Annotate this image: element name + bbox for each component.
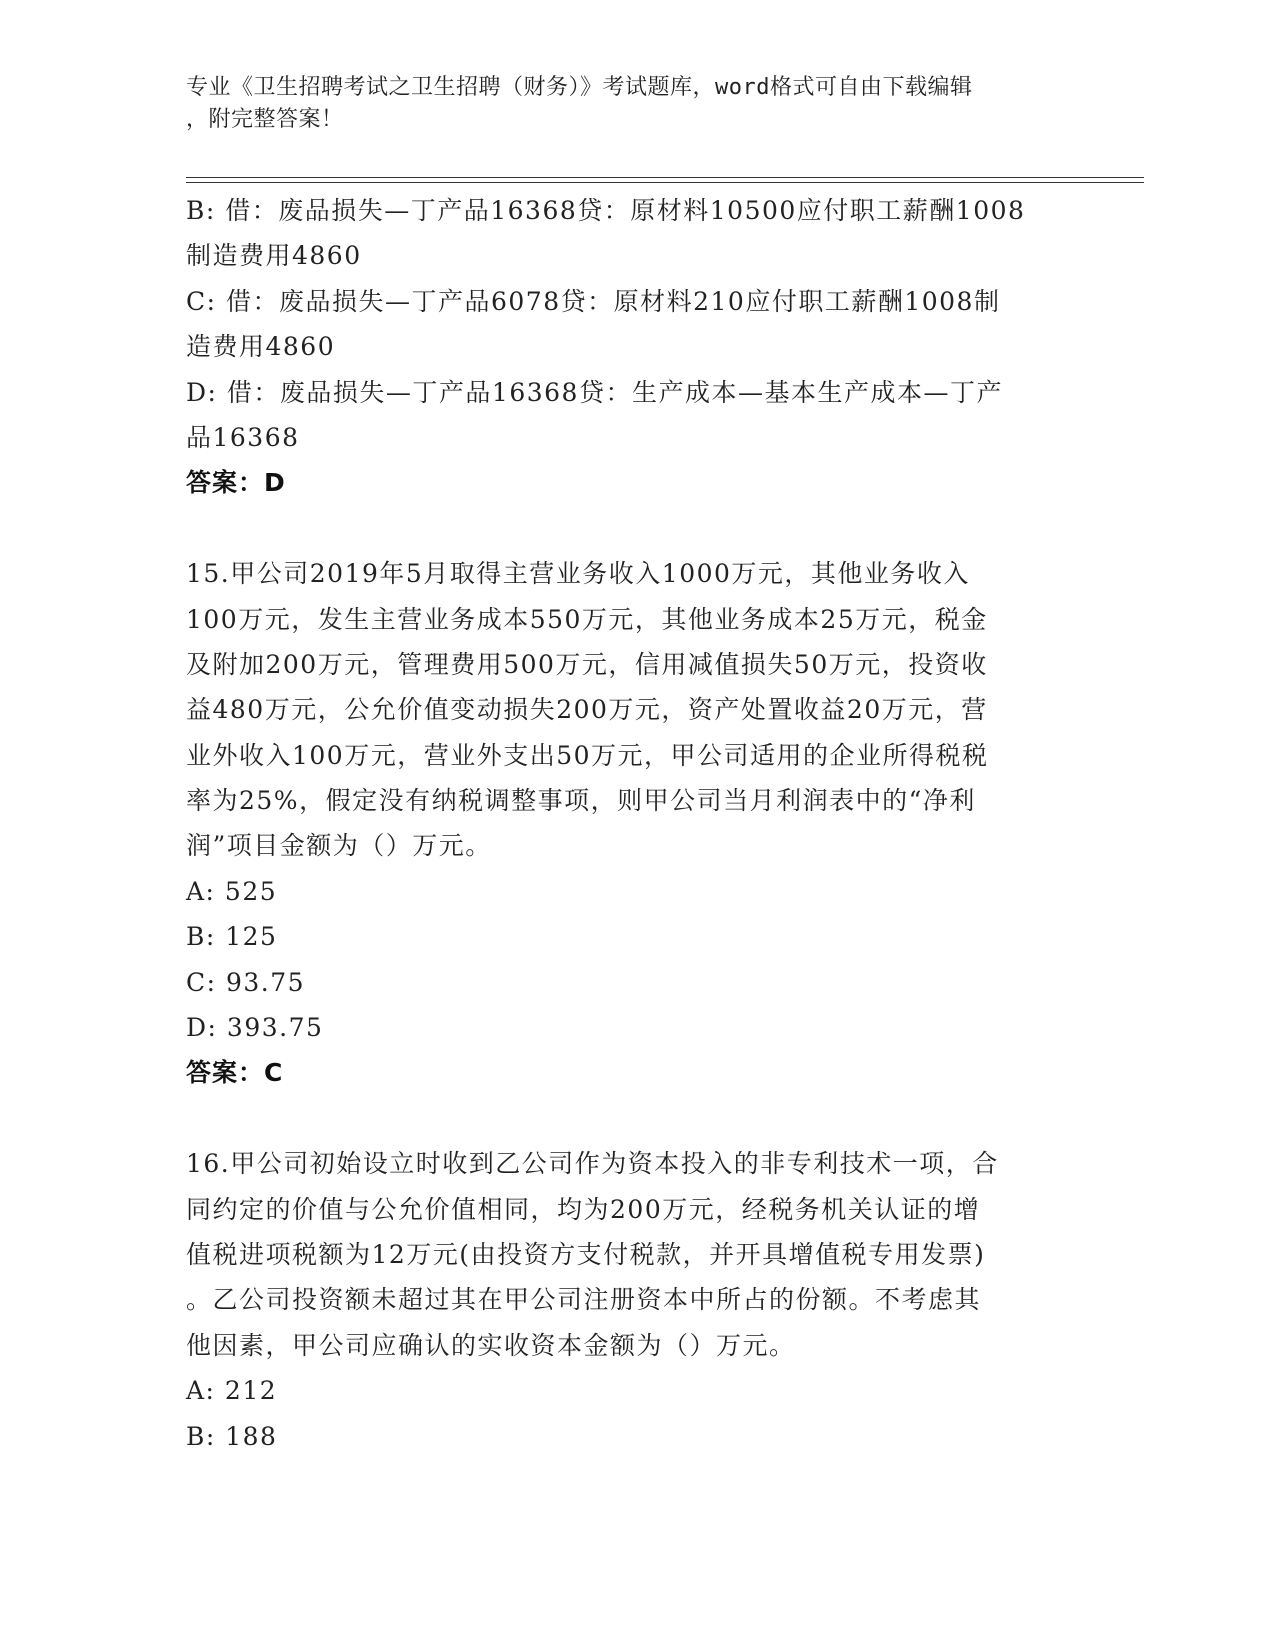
- q15-stem-line: 业外收入100万元，营业外支出50万元，甲公司适用的企业所得税税: [186, 740, 989, 770]
- question-14: [186, 188, 1066, 506]
- q16-option-b: B: 188: [186, 1421, 278, 1451]
- document-header: [186, 72, 1066, 136]
- q16-stem-line: 同约定的价值与公允价值相同，均为200万元，经税务机关认证的增: [186, 1194, 981, 1224]
- q15-stem-line: 100万元，发生主营业务成本550万元，其他业务成本25万元，税金: [186, 604, 988, 634]
- q14-option-d-line-2: 品16368: [186, 422, 300, 452]
- header-divider-bottom: [186, 182, 1144, 183]
- q15-option-b: B: 125: [186, 922, 278, 952]
- q15-stem-line: 率为25%，假定没有纳税调整事项，则甲公司当月利润表中的“净利: [186, 786, 976, 816]
- q16-option-a: A: 212: [186, 1376, 278, 1406]
- q15-stem-line: 及附加200万元，管理费用500万元，信用减值损失50万元，投资收: [186, 649, 988, 679]
- q15-stem-line: 益480万元，公允价值变动损失200万元，资产处置收益20万元，营: [186, 695, 988, 725]
- question-15: [186, 551, 1066, 1096]
- header-line-2: ，附完整答案！: [186, 107, 344, 132]
- q15-stem-line: 15.甲公司2019年5月取得主营业务收入1000万元，其他业务收入: [186, 559, 970, 589]
- document-body: [186, 188, 1066, 1459]
- header-divider-top: [186, 177, 1144, 178]
- q14-option-d-line-1: D: 借：废品损失—丁产品16368贷：生产成本—基本生产成本—丁产: [186, 377, 1003, 407]
- q16-stem-line: 他因素，甲公司应确认的实收资本金额为（）万元。: [186, 1330, 796, 1360]
- q14-answer: 答案：D: [186, 468, 286, 498]
- q15-answer: 答案：C: [186, 1058, 284, 1088]
- q15-option-a: A: 525: [186, 876, 278, 906]
- q14-option-b-line-1: B: 借：废品损失—丁产品16368贷：原材料10500应付职工薪酬1008: [186, 196, 1026, 225]
- q14-option-c-line-1: C: 借：废品损失—丁产品6078贷：原材料210应付职工薪酬1008制: [186, 286, 1001, 316]
- q16-stem-line: 值税进项税额为12万元(由投资方支付税款，并开具增值税专用发票): [186, 1239, 986, 1269]
- q15-option-d: D: 393.75: [186, 1013, 324, 1043]
- q16-stem-line: 。乙公司投资额未超过其在甲公司注册资本中所占的份额。不考虑其: [186, 1285, 982, 1315]
- q14-option-c-line-2: 造费用4860: [186, 332, 336, 362]
- spacer: [186, 506, 1066, 551]
- header-line-1: 专业《卫生招聘考试之卫生招聘（财务）》考试题库，word格式可自由下载编辑: [186, 75, 973, 100]
- q14-option-b-line-2: 制造费用4860: [186, 241, 362, 271]
- q15-stem-line: 润”项目金额为（）万元。: [186, 831, 492, 861]
- question-16: [186, 1141, 1066, 1459]
- q16-stem-line: 16.甲公司初始设立时收到乙公司作为资本投入的非专利技术一项，合: [186, 1149, 999, 1179]
- spacer: [186, 1096, 1066, 1141]
- q15-option-c: C: 93.75: [186, 967, 306, 997]
